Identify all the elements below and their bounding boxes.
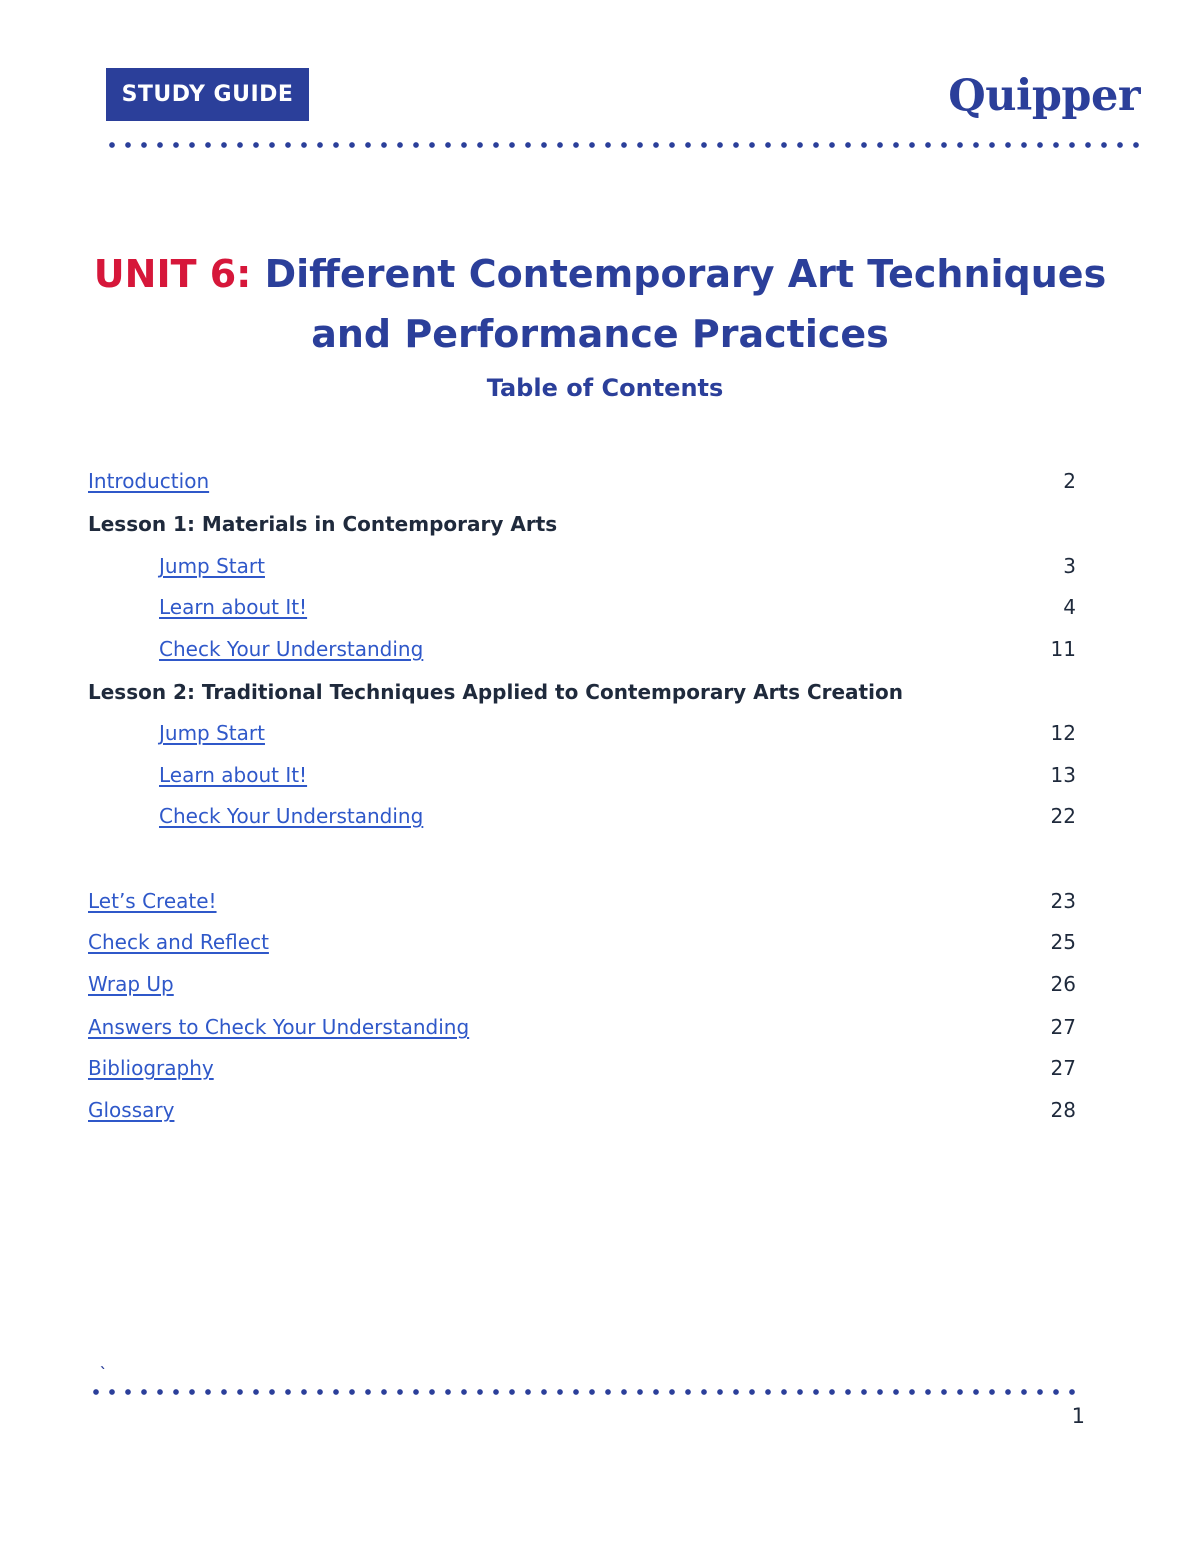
unit-title-line-2: and Performance Practices: [311, 312, 889, 356]
toc-link-answers-to-check-your-understanding[interactable]: Answers to Check Your Understanding: [88, 1015, 470, 1039]
toc-row-lesson-1-jump-start: [88, 551, 1076, 581]
toc-row-lets-create: [88, 886, 1076, 916]
toc-row-introduction: [88, 466, 1076, 496]
toc-row-lesson-2: [88, 677, 1076, 707]
lesson-2-heading: Lesson 2: Traditional Techniques Applied to Contemporary Arts Creation: [88, 680, 903, 704]
toc-row-lesson-1-check-understanding: [88, 634, 1076, 664]
toc-row-lesson-2-check-understanding: [88, 801, 1076, 831]
toc-page-number: 26: [1050, 972, 1076, 996]
toc-link-learn-about-it[interactable]: Learn about It!: [159, 595, 308, 619]
unit-title-text: Different Contemporary Art Techniques: [264, 252, 1107, 296]
toc-link-jump-start[interactable]: Jump Start: [159, 554, 265, 578]
toc-row-lesson-1-learn-about-it: [88, 592, 1076, 622]
toc-page-number: 11: [1050, 637, 1076, 661]
toc-link-check-your-understanding[interactable]: Check Your Understanding: [159, 637, 424, 661]
toc-link-wrap-up[interactable]: Wrap Up: [88, 972, 174, 996]
toc-page-number: 13: [1050, 763, 1076, 787]
toc-row-lesson-2-jump-start: [88, 718, 1076, 748]
toc-row-bibliography: [88, 1053, 1076, 1083]
toc-page-number: 3: [1063, 554, 1076, 578]
toc-link-lets-create[interactable]: Let’s Create!: [88, 889, 217, 913]
toc-page-number: 28: [1050, 1098, 1076, 1122]
toc-page-number: 27: [1050, 1015, 1076, 1039]
toc-row-lesson-2-learn-about-it: [88, 760, 1076, 790]
toc-link-jump-start[interactable]: Jump Start: [159, 721, 265, 745]
lesson-1-heading: Lesson 1: Materials in Contemporary Arts: [88, 512, 558, 536]
toc-page-number: 22: [1050, 804, 1076, 828]
toc-page-number: 23: [1050, 889, 1076, 913]
study-guide-badge: STUDY GUIDE: [106, 68, 309, 121]
toc-link-check-and-reflect[interactable]: Check and Reflect: [88, 930, 269, 954]
quipper-logo: Quipper: [948, 71, 1140, 121]
bottom-dotted-divider: [88, 1389, 1078, 1395]
toc-link-check-your-understanding[interactable]: Check Your Understanding: [159, 804, 424, 828]
toc-heading: Table of Contents: [486, 374, 724, 402]
toc-page-number: 27: [1050, 1056, 1076, 1080]
toc-link-glossary[interactable]: Glossary: [88, 1098, 175, 1122]
toc-link-bibliography[interactable]: Bibliography: [88, 1056, 214, 1080]
toc-page-number: 12: [1050, 721, 1076, 745]
unit-number: UNIT 6:: [93, 252, 252, 296]
toc-row-check-and-reflect: [88, 927, 1076, 957]
toc-page-number: 4: [1063, 595, 1076, 619]
toc-link-learn-about-it[interactable]: Learn about It!: [159, 763, 308, 787]
toc-row-answers: [88, 1012, 1076, 1042]
toc-row-wrap-up: [88, 969, 1076, 999]
toc-link-introduction[interactable]: Introduction: [88, 469, 210, 493]
page-number: 1: [1071, 1404, 1085, 1428]
toc-row-lesson-1: [88, 509, 1076, 539]
footer-mark: `: [100, 1366, 107, 1382]
toc-page-number: 2: [1063, 469, 1076, 493]
toc-page-number: 25: [1050, 930, 1076, 954]
toc-row-glossary: [88, 1095, 1076, 1125]
